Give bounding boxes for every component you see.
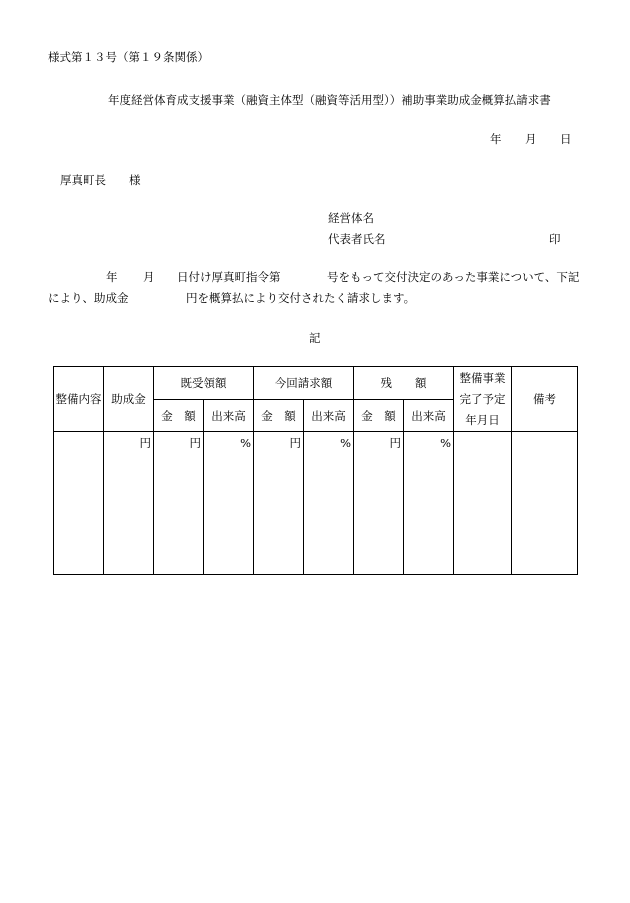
body-text-4: 円を概算払により交付されたく請求します。 [186,291,416,305]
cell-remarks [512,432,578,575]
header-remarks: 備考 [512,367,578,432]
cell-content [54,432,104,575]
date-month-label: 月 [525,132,537,146]
sub-header-amount: 金 額 [354,400,404,432]
header-content: 整備内容 [54,367,104,432]
cell-completion [454,432,512,575]
date-day-label: 日 [560,132,572,146]
body-text-2: 号をもって交付決定のあった事業について、下記 [327,270,580,284]
cell-current-amount-unit: 円 [254,432,304,575]
body-text-3: により、助成金 [48,291,129,305]
cell-current-progress-unit: % [304,432,354,575]
form-number: 様式第１３号（第１９条関係） [48,50,209,64]
header-completion [454,367,512,432]
header-received: 既受領額 [154,367,254,400]
header-completion-line-2: 完了予定 [459,391,506,406]
body-text-1: 日付け厚真町指令第 [177,270,281,284]
request-table [53,366,578,575]
document-title: 年度経営体育成支援事業（融資主体型（融資等活用型））補助事業助成金概算払請求書 [108,93,551,107]
header-current: 今回請求額 [254,367,354,400]
cell-received-amount-unit: 円 [154,432,204,575]
header-completion-line-1: 整備事業 [459,370,506,385]
cell-remaining-amount-unit: 円 [354,432,404,575]
addressee-honorific: 様 [129,173,141,187]
sub-header-progress: 出来高 [204,400,254,432]
header-remaining: 残 額 [354,367,454,400]
representative-label: 代表者氏名 [328,232,386,246]
seal-mark: 印 [549,232,561,246]
addressee-name: 厚真町長 [60,173,106,187]
business-name-label: 経営体名 [328,211,374,225]
header-subsidy: 助成金 [104,367,154,432]
cell-received-progress-unit: % [204,432,254,575]
sub-header-amount: 金 額 [154,400,204,432]
sub-header-amount: 金 額 [254,400,304,432]
body-year: 年 [106,270,118,284]
sub-header-progress: 出来高 [404,400,454,432]
cell-subsidy-unit: 円 [104,432,154,575]
date-year-label: 年 [490,132,502,146]
body-month: 月 [143,270,155,284]
cell-remaining-progress-unit: % [404,432,454,575]
ki-heading: 記 [309,331,321,345]
sub-header-progress: 出来高 [304,400,354,432]
header-completion-line-3: 年月日 [465,412,500,427]
